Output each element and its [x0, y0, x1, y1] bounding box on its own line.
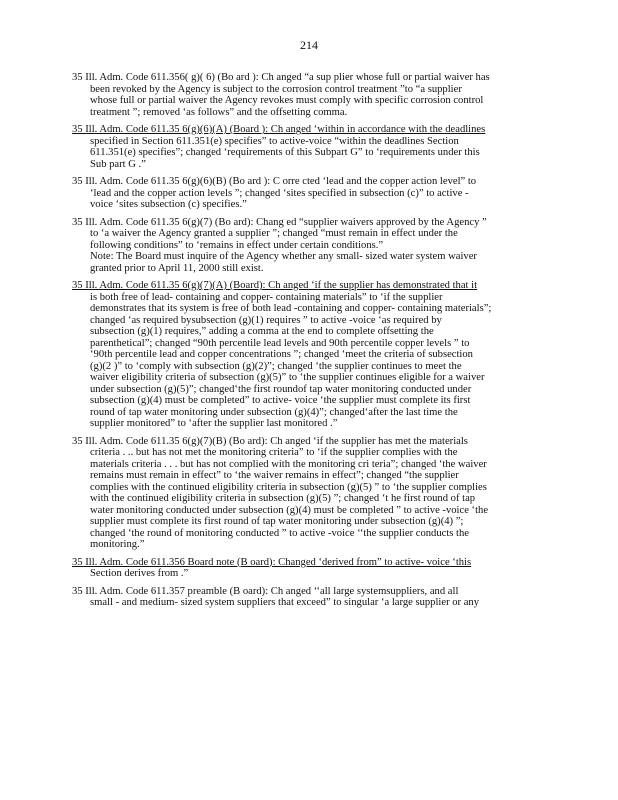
entries-list [72, 72, 542, 615]
entry-line: specified in Section 611.351(e) specifies” to active-voice “within the deadlines Section [90, 135, 459, 147]
amendment-entry [72, 176, 542, 211]
entry-line: with the continued eligibility criteria in subsection (g)(5) ”; changed ‘t he first round of tap [90, 493, 476, 504]
entry-line: monitoring.” [90, 539, 145, 550]
entry-line: ‘90th percentile lead and copper concentrations ”; changed ‘meet the criteria of subsection [90, 349, 473, 360]
amendment-entry [72, 280, 542, 430]
entry-line: criteria . .. but has not met the monitoring criteria” to ‘if the supplier complies with the [90, 447, 458, 458]
entry-line: treatment ”; removed ‘as follows” and the offsetting comma. [90, 106, 348, 118]
amendment-entry [72, 586, 542, 609]
entry-line: parenthetical”; changed “90th percentile lead levels and 90th percentile copper levels ” to [90, 337, 470, 349]
entry-line: round of tap water monitoring under subsection (g)(4)”; changed‘after the last time the [90, 406, 458, 418]
amendment-entry [72, 217, 542, 275]
entry-first-line: 35 Ill. Adm. Code 611.356( g)( 6) (Bo ard ): Ch anged “a sup plier whose full or partial waiver has [72, 72, 490, 83]
entry-line: changed ‘as required bysubsection (g)(1) requires ” to active -voice ‘as required by [90, 314, 442, 326]
entry-line: under subsection (g)(5)”; changed‘the first roundof tap water monitoring conducted under [90, 383, 472, 395]
entry-first-line [72, 557, 542, 569]
underlined-citation: 35 Ill. Adm. Code 611.35 6(g)(7)(A) (Board): Ch anged ‘if the supplier has demonstrated that it [72, 280, 478, 291]
amendment-entry [72, 124, 542, 170]
entry-line: changed ‘the round of monitoring conducted ” to active -voice ‘‘the supplier conducts the [90, 527, 469, 539]
entry-line: is both free of lead- containing and copper- containing materials” to ‘if the supplier [90, 291, 443, 303]
entry-line: materials criteria . . . but has not complied with the monitoring cri teria”; changed ‘the waiver [90, 458, 487, 470]
entry-line: granted prior to April 11, 2000 still exist. [90, 262, 264, 274]
entry-line: supplier monitored” to ‘after the supplier last monitored .” [90, 418, 338, 429]
entry-line: Section derives from .” [90, 568, 189, 579]
entry-line: 611.351(e) specifies”; changed ‘requirements of this Subpart G” to ‘requirements under this [90, 147, 480, 158]
underlined-citation: 35 Ill. Adm. Code 611.35 6(g)(6)(A) (Board ): Ch anged ‘within in accordance with the deadlines [72, 124, 486, 135]
entry-line: to ‘a waiver the Agency granted a supplier ”; changed “must remain in effect under the [90, 228, 458, 239]
entry-first-line: 35 Ill. Adm. Code 611.35 6(g)(6)(B) (Bo ard ): C orre cted ‘lead and the copper action level” to [72, 176, 477, 187]
entry-line: waiver eligibility criteria of subsection (g)(5)” to ‘the supplier continues eligible for a waiver [90, 372, 485, 383]
amendment-entry [72, 72, 542, 118]
entry-line: complies with the continued eligibility criteria in subsection (g)(5) ” to ‘the supplier complies [90, 481, 487, 493]
entry-line: subsection (g)(4) must be completed” to active- voice ‘the supplier must complete its first [90, 395, 471, 406]
entry-first-line: 35 Ill. Adm. Code 611.35 6(g)(7)(B) (Bo ard): Ch anged ‘if the supplier has met the materials [72, 435, 468, 447]
entry-line: been revoked by the Agency is subject to the corrosion control treatment ”to “a supplier [90, 83, 462, 95]
entry-line: Note: The Board must inquire of the Agency whether any small- sized water system waiver [90, 251, 477, 262]
entry-line: supplier must complete its first round of tap water monitoring under subsection (g)(4) ”; [90, 516, 464, 527]
entry-first-line [72, 280, 542, 292]
amendment-entry [72, 557, 542, 580]
entry-line: subsection (g)(1) requires,” adding a comma at the end to complete offsetting the [90, 326, 434, 337]
amendment-entry [72, 436, 542, 551]
entry-line: following conditions” to ‘remains in effect under certain conditions.” [90, 239, 384, 251]
page-number: 214 [300, 38, 318, 52]
entry-line: ‘lead and the copper action levels ”; changed ‘sites specified in subsection (c)” to active - [90, 187, 469, 199]
entry-line: whose full or partial waiver the Agency revokes must comply with specific corrosion control [90, 95, 484, 106]
entry-first-line [72, 124, 542, 136]
entry-line: (g)(2 )” to ‘comply with subsection (g)(2)”; changed ‘the supplier continues to meet the [90, 360, 462, 372]
entry-line: demonstrates that its system is free of both lead -containing and copper- containing materials”; [90, 303, 492, 314]
underlined-citation: 35 Ill. Adm. Code 611.356 Board note (B oard): Changed ‘derived from” to active- voice ‘this [72, 556, 472, 568]
entry-line: small - and medium- sized system suppliers that exceed” to singular ‘a large supplier or any [90, 597, 480, 608]
entry-line: water monitoring conducted under subsection (g)(4) must be completed ” to active -voice ‘the [90, 504, 489, 516]
entry-line: Sub part G .” [90, 158, 146, 170]
entry-first-line: 35 Ill. Adm. Code 611.35 6(g)(7) (Bo ard): Chang ed “supplier waivers approved by the Agency ” [72, 216, 487, 228]
entry-line: remains must remain in effect” to ‘the waiver remains in effect”; changed “the supplier [90, 470, 459, 481]
entry-line: voice ‘sites subsection (c) specifies.” [90, 199, 247, 210]
entry-first-line: 35 Ill. Adm. Code 611.357 preamble (B oard): Ch anged ‘‘all large systemsuppliers, and all [72, 585, 459, 597]
